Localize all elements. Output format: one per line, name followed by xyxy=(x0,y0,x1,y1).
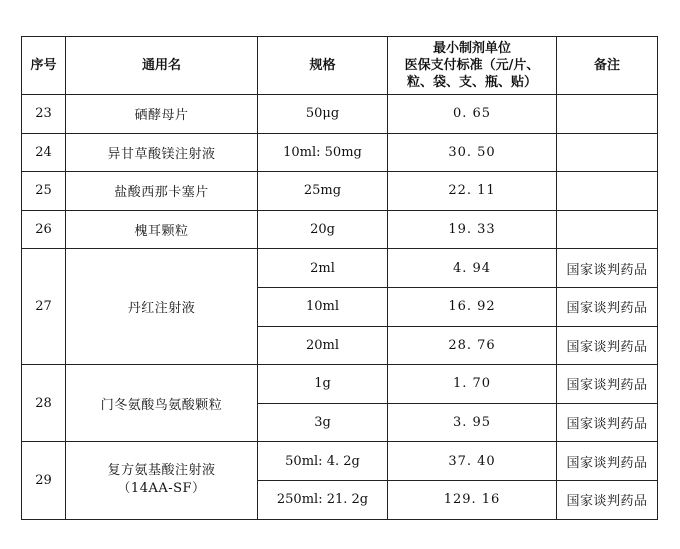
cell-spec: 20ml xyxy=(258,326,388,365)
cell-note: 国家谈判药品 xyxy=(557,442,658,481)
cell-note: 国家谈判药品 xyxy=(557,249,658,288)
cell-note xyxy=(557,172,658,211)
cell-seq: 28 xyxy=(22,365,66,442)
cell-price: 0. 65 xyxy=(388,95,557,134)
cell-price: 30. 50 xyxy=(388,133,557,172)
cell-price: 4. 94 xyxy=(388,249,557,288)
table-row xyxy=(22,365,658,404)
cell-name: 丹红注射液 xyxy=(66,249,258,365)
cell-name: 异甘草酸镁注射液 xyxy=(66,133,258,172)
cell-name-line1: 复方氨基酸注射液 xyxy=(107,463,216,479)
cell-note: 国家谈判药品 xyxy=(557,365,658,404)
cell-seq: 27 xyxy=(22,249,66,365)
header-name: 通用名 xyxy=(66,37,258,95)
cell-note: 国家谈判药品 xyxy=(557,287,658,326)
cell-note xyxy=(557,210,658,249)
cell-spec: 20g xyxy=(258,210,388,249)
cell-seq: 23 xyxy=(22,95,66,134)
cell-note: 国家谈判药品 xyxy=(557,480,658,519)
cell-price: 1. 70 xyxy=(388,365,557,404)
table-row xyxy=(22,133,658,172)
header-pay-line3: 粒、袋、支、瓶、贴） xyxy=(406,75,537,90)
cell-price: 3. 95 xyxy=(388,403,557,442)
cell-price: 19. 33 xyxy=(388,210,557,249)
cell-price: 16. 92 xyxy=(388,287,557,326)
cell-note: 国家谈判药品 xyxy=(557,403,658,442)
header-pay-standard xyxy=(388,37,557,95)
cell-name: 硒酵母片 xyxy=(66,95,258,134)
cell-spec: 25mg xyxy=(258,172,388,211)
cell-note xyxy=(557,133,658,172)
header-pay-line2: 医保支付标准（元/片、 xyxy=(404,58,540,73)
cell-seq: 25 xyxy=(22,172,66,211)
cell-price: 37. 40 xyxy=(388,442,557,481)
cell-note: 国家谈判药品 xyxy=(557,326,658,365)
header-spec: 规格 xyxy=(258,37,388,95)
header-seq: 序号 xyxy=(22,37,66,95)
cell-spec: 3g xyxy=(258,403,388,442)
cell-seq: 29 xyxy=(22,442,66,519)
cell-spec: 10ml xyxy=(258,287,388,326)
header-pay-line1: 最小制剂单位 xyxy=(432,41,511,56)
table-row xyxy=(22,442,658,481)
table-row xyxy=(22,172,658,211)
cell-name-line2: （14AA-SF） xyxy=(117,481,206,497)
header-row xyxy=(22,37,658,95)
cell-name xyxy=(66,442,258,519)
cell-seq: 24 xyxy=(22,133,66,172)
cell-seq: 26 xyxy=(22,210,66,249)
table-row xyxy=(22,95,658,134)
cell-note xyxy=(557,95,658,134)
cell-spec: 250ml: 21. 2g xyxy=(258,480,388,519)
cell-price: 22. 11 xyxy=(388,172,557,211)
cell-spec: 50ml: 4. 2g xyxy=(258,442,388,481)
cell-price: 28. 76 xyxy=(388,326,557,365)
cell-spec: 1g xyxy=(258,365,388,404)
cell-spec: 10ml: 50mg xyxy=(258,133,388,172)
cell-spec: 2ml xyxy=(258,249,388,288)
cell-name: 槐耳颗粒 xyxy=(66,210,258,249)
header-note: 备注 xyxy=(557,37,658,95)
cell-name: 门冬氨酸鸟氨酸颗粒 xyxy=(66,365,258,442)
drug-price-table xyxy=(21,36,658,520)
table-row xyxy=(22,210,658,249)
cell-price: 129. 16 xyxy=(388,480,557,519)
cell-spec: 50μg xyxy=(258,95,388,134)
table-row xyxy=(22,249,658,288)
cell-name: 盐酸西那卡塞片 xyxy=(66,172,258,211)
